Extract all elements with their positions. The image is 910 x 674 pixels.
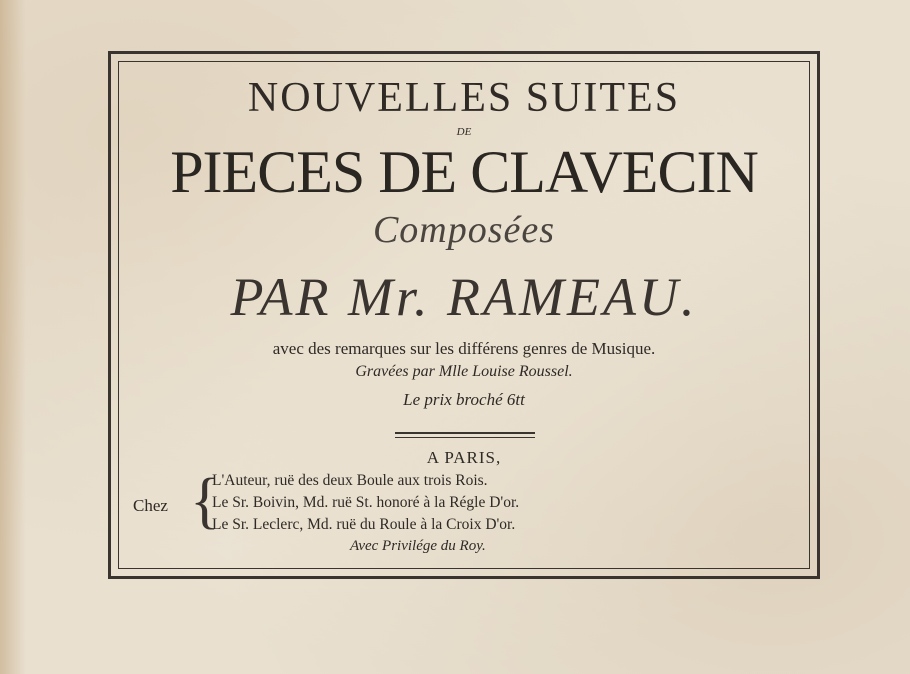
title-nouvelles-suites: NOUVELLES SUITES: [247, 75, 681, 121]
address-line: Le Sr. Leclerc, Md. ruë du Roule à la Croix D'or.: [212, 516, 516, 533]
divider-rule-thin: [395, 437, 535, 438]
divider-rule: [395, 432, 535, 434]
title-de: DE: [456, 126, 472, 138]
price-text: Le prix broché 6tt: [403, 390, 525, 409]
composees-text: Composées: [372, 209, 556, 251]
curly-brace-icon: {: [190, 467, 220, 535]
engraver-credit: Gravées par Mlle Louise Roussel.: [355, 363, 573, 380]
address-line: Le Sr. Boivin, Md. ruë St. honoré à la Régle D'or.: [212, 494, 520, 511]
title-pieces-de-clavecin: PIECES DE CLAVECIN: [170, 139, 758, 205]
remarques-text: avec des remarques sur les différens genres de Musique.: [272, 339, 656, 358]
chez-label: Chez: [133, 496, 168, 515]
paper-edge: [0, 0, 26, 674]
composer-name: PAR Mr. RAMEAU.: [230, 267, 698, 327]
privilege-text: Avec Privilége du Roy.: [350, 538, 486, 554]
place-paris: A PARIS,: [426, 448, 502, 467]
address-line: L'Auteur, ruë des deux Boule aux trois Rois.: [212, 472, 488, 489]
